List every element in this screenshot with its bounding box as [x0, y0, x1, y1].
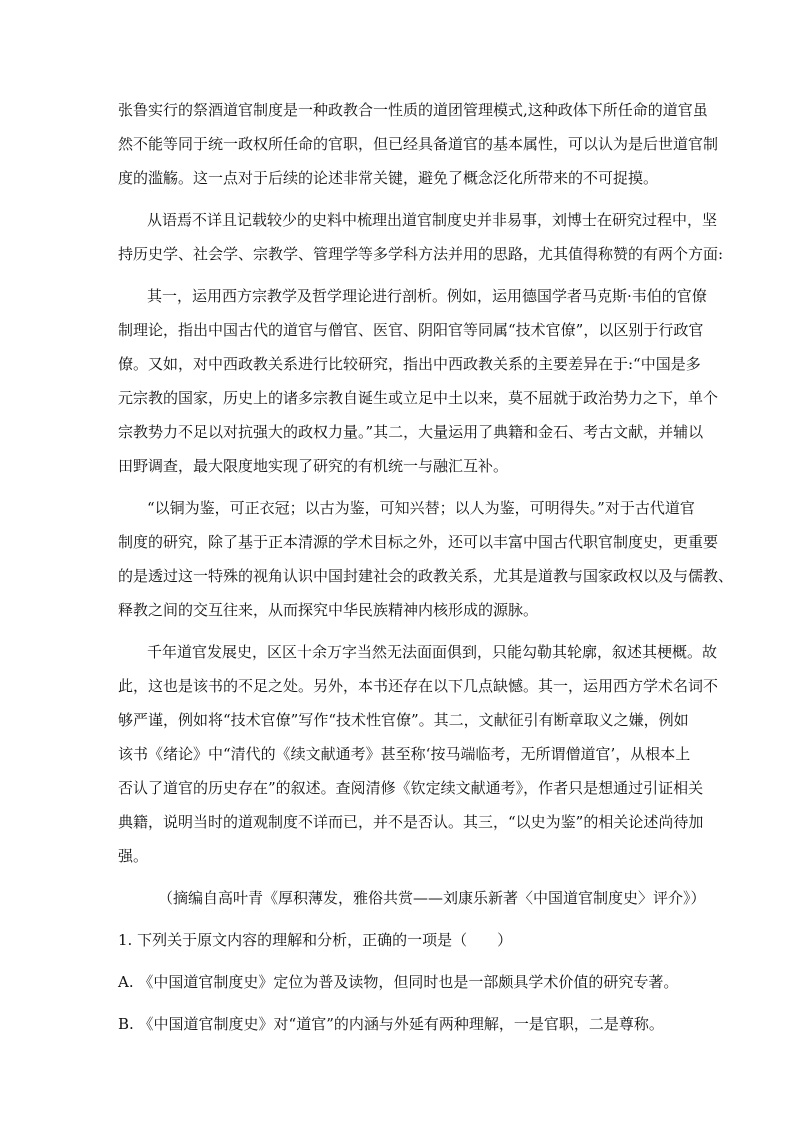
option-b: B. 《中国道官制度史》对“道官”的内涵与外延有两种理解，一是官职，二是尊称。	[118, 1015, 664, 1033]
text-line: 强。	[118, 847, 149, 865]
text-line: 该书《绪论》中“清代的《续文献通考》甚至称‘按马端临考，无所谓僧道官’，从根本上	[118, 745, 691, 763]
question-1: 1. 下列关于原文内容的理解和分析，正确的一项是（ ）	[118, 931, 513, 949]
text-line: 度的滥觞。这一点对于后续的论述非常关键，避免了概念泛化所带来的不可捉摸。	[118, 169, 659, 187]
text-line: 千年道官发展史，区区十余万字当然无法面面俱到，只能勾勒其轮廓，叙述其梗概。故	[147, 643, 718, 661]
option-a: A. 《中国道官制度史》定位为普及读物，但同时也是一部颇具学术价值的研究专著。	[118, 973, 679, 991]
text-line: 宗教势力不足以对抗强大的政权力量。”其二，大量运用了典籍和金石、考古文献，并辅以	[118, 423, 704, 441]
text-line: 的是透过这一特殊的视角认识中国封建社会的政教关系，尤其是道教与国家政权以及与儒教、	[118, 567, 734, 585]
text-line: 否认了道官的历史存在”的叙述。查阅清修《钦定续文献通考》，作者只是想通过引证相关	[118, 779, 704, 797]
text-line: 典籍，说明当时的道观制度不详而已，并不是否认。其三，“以史为鉴”的相关论述尚待加	[118, 813, 704, 831]
text-line: “以铜为鉴，可正衣冠；以古为鉴，可知兴替；以人为鉴，可明得失。”对于古代道官	[147, 499, 695, 517]
text-line: 此，这也是该书的不足之处。另外，本书还存在以下几点缺憾。其一，运用西方学术名词不	[118, 677, 719, 695]
text-line: 僚。又如，对中西政教关系进行比较研究，指出中西政教关系的主要差异在于:“中国是多	[118, 355, 701, 373]
text-line: 制理论，指出中国古代的道官与僧官、医官、阴阳官等同属“技术官僚”，以区别于行政官	[118, 321, 704, 339]
text-line: 田野调查，最大限度地实现了研究的有机统一与融汇互补。	[118, 457, 509, 475]
source-citation: （摘编自高叶青《厚积薄发，雅俗共赏——刘康乐新著〈中国道官制度史〉评介》）	[158, 889, 706, 907]
text-line: 然不能等同于统一政权所任命的官职，但已经具备道官的基本属性，可以认为是后世道官制	[118, 135, 719, 153]
text-line: 够严谨，例如将“技术官僚”写作“技术性官僚”。其二，文献征引有断章取义之嫌，例如	[118, 711, 689, 729]
text-line: 元宗教的国家，历史上的诸多宗教自诞生或立足中土以来，莫不屈就于政治势力之下，单个	[118, 389, 719, 407]
text-line: 从语焉不详且记载较少的史料中梳理出道官制度史并非易事，刘博士在研究过程中，坚	[147, 211, 718, 229]
text-line: 释教之间的交互往来，从而探究中华民族精神内核形成的源脉。	[118, 601, 539, 619]
text-line: 张鲁实行的祭酒道官制度是一种政教合一性质的道团管理模式,这种政体下所任命的道官虽	[118, 101, 708, 119]
text-line: 制度的研究，除了基于正本清源的学术目标之外，还可以丰富中国古代职官制度史，更重要	[118, 533, 719, 551]
text-line: 持历史学、社会学、宗教学、管理学等多学科方法并用的思路，尤其值得称赞的有两个方面:	[118, 245, 724, 263]
text-line: 其一，运用西方宗教学及哲学理论进行剖析。例如，运用德国学者马克斯·韦伯的官僚	[147, 287, 707, 305]
